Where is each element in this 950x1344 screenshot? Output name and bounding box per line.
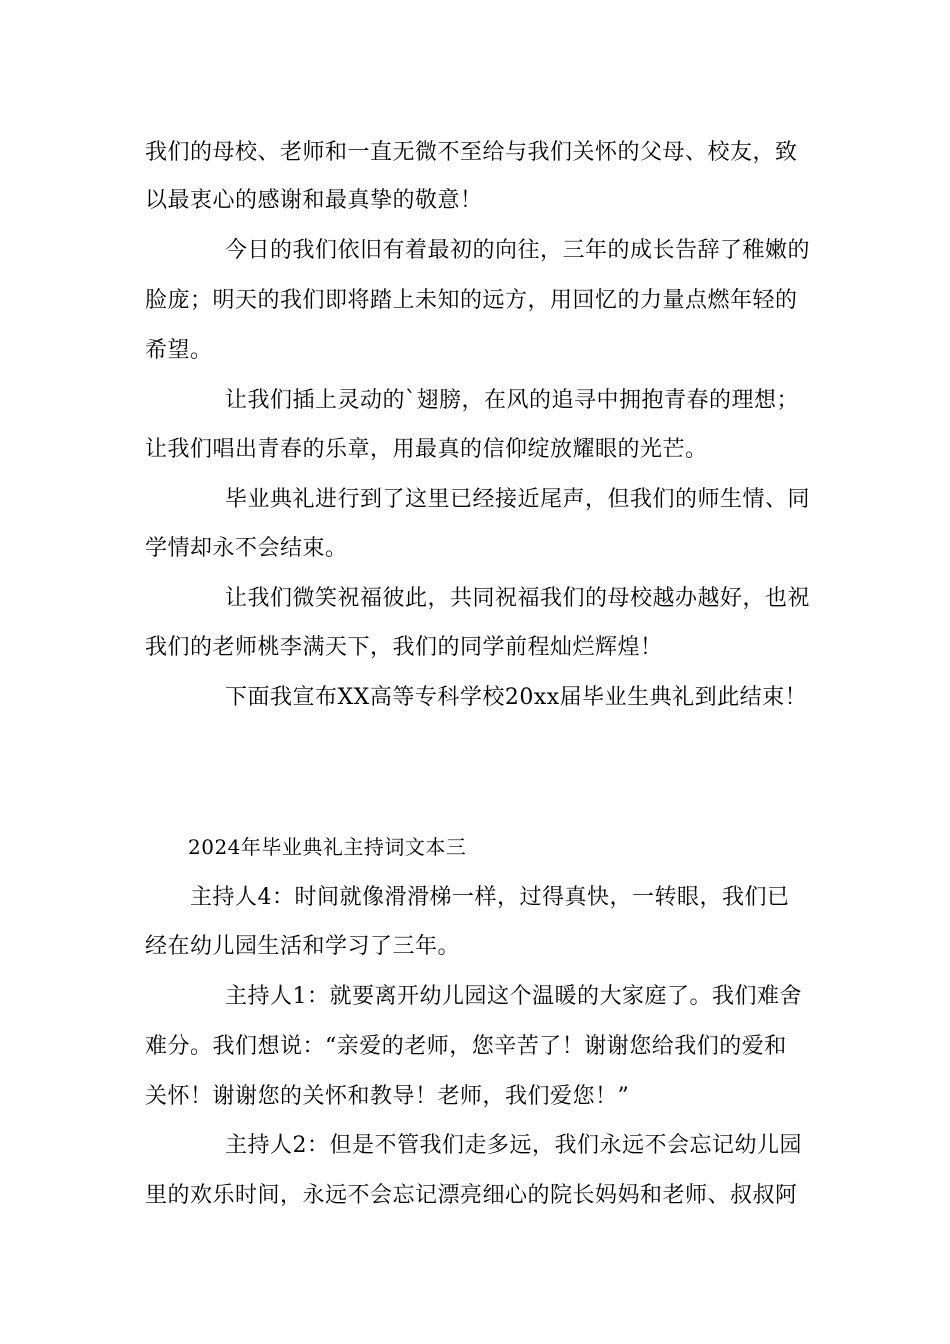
- text-line: 学情却永不会结束。: [145, 536, 348, 561]
- text-line: 让我们唱出青春的乐章，用最真的信仰绽放耀眼的光芒。: [145, 437, 708, 462]
- text-line: 让我们微笑祝福彼此，共同祝福我们的母校越办越好，也祝: [225, 586, 811, 611]
- text-line: 难分。我们想说：“亲爱的老师，您辛苦了！谢谢您给我们的爱和: [145, 1034, 787, 1059]
- text-line: 关怀！谢谢您的关怀和教导！老师，我们爱您！”: [145, 1084, 630, 1109]
- text-line: 我们的母校、老师和一直无微不至给与我们关怀的父母、校友，致: [145, 140, 798, 165]
- text-line: 里的欢乐时间，永远不会忘记漂亮细心的院长妈妈和老师、叔叔阿: [145, 1183, 798, 1208]
- text-line: 今日的我们依旧有着最初的向往，三年的成长告辞了稚嫩的: [225, 238, 811, 263]
- text-line: 主持人4：时间就像滑滑梯一样，过得真快，一转眼，我们已: [190, 885, 790, 910]
- text-line: 主持人2：但是不管我们走多远，我们永远不会忘记幼儿园: [225, 1133, 802, 1158]
- text-line: 脸庞；明天的我们即将踏上未知的远方，用回忆的力量点燃年轻的: [145, 288, 798, 313]
- text-line: 主持人1：就要离开幼儿园这个温暖的大家庭了。我们难舍: [225, 984, 802, 1009]
- section-heading: 2024年毕业典礼主持词文本三: [188, 835, 467, 859]
- text-line: 让我们插上灵动的`翅膀，在风的追寻中拥抱青春的理想；: [225, 388, 800, 413]
- text-line: 以最衷心的感谢和最真挚的敬意！: [145, 188, 483, 213]
- text-line: 毕业典礼进行到了这里已经接近尾声，但我们的师生情、同: [225, 487, 811, 512]
- text-line: 希望。: [145, 338, 213, 363]
- text-line: 经在幼儿园生活和学习了三年。: [145, 934, 461, 959]
- text-line: 下面我宣布XX高等专科学校20xx届毕业生典礼到此结束！: [225, 685, 808, 710]
- text-line: 我们的老师桃李满天下，我们的同学前程灿烂辉煌！: [145, 635, 663, 660]
